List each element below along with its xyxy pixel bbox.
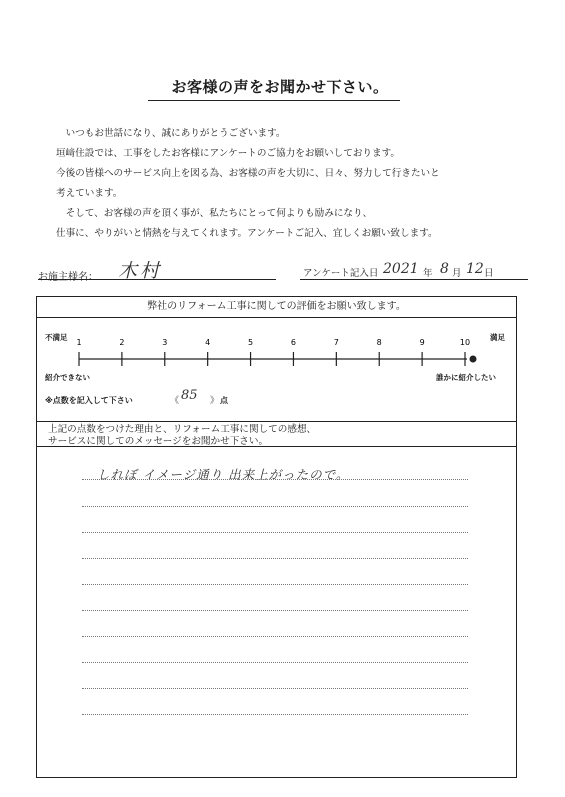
- comment-ruled-line: [82, 610, 468, 611]
- scale-tick-label: 10: [459, 338, 471, 347]
- reason-header-line: 上記の点数をつけた理由と、リフォーム工事に関しての感想、: [48, 424, 317, 435]
- intro-line: 垣﨑住設では、工事をしたお客様にアンケートのご協力をお願いしております。: [56, 148, 401, 159]
- comment-ruled-line: [82, 688, 468, 689]
- date-label: アンケート記入日: [303, 268, 379, 279]
- scale-tick-label: 4: [205, 338, 211, 347]
- intro-line: 仕事に、やりがいと情熱を与えてくれます。アンケートご記入、宜しくお願い致します。: [56, 228, 438, 239]
- scale-label-want-recommend: 誰かに紹介したい: [436, 373, 496, 382]
- intro-line: そして、お客様の声を頂く事が、私たちにとって何よりも励みになり、: [56, 208, 373, 219]
- score-instruction: ※点数を記入して下さい: [45, 396, 133, 405]
- date-day-field[interactable]: 12: [466, 261, 484, 277]
- comment-text[interactable]: しれぼ イメージ通り 出来上がったので。: [97, 467, 350, 482]
- scale-label-satisfied: 満足: [490, 333, 505, 342]
- day-unit: 日: [484, 268, 494, 279]
- date-underline: [300, 279, 528, 280]
- comment-ruled-line: [82, 714, 468, 715]
- scale-tick-label: 8: [376, 338, 382, 347]
- intro-text: [56, 124, 526, 244]
- rating-scale: [37, 319, 516, 409]
- scale-tick-label: 5: [248, 338, 254, 347]
- scale-end-dot: [470, 356, 477, 363]
- scale-label-cannot-recommend: 紹介できない: [45, 373, 90, 382]
- comment-ruled-line: [82, 662, 468, 663]
- date-year-field[interactable]: 2021: [383, 261, 419, 277]
- scale-tick-label: 7: [333, 338, 339, 347]
- reason-header: [37, 421, 516, 447]
- scale-tick-label: 6: [290, 338, 296, 347]
- score-bracket-close: 》: [210, 396, 220, 406]
- scale-tick-label: 3: [162, 338, 168, 347]
- evaluation-box: [36, 296, 517, 778]
- score-bracket-open: 《: [170, 396, 180, 406]
- comment-ruled-line: [82, 506, 468, 507]
- scale-tick-label: 9: [419, 338, 425, 347]
- owner-underline: [38, 279, 276, 280]
- intro-line: 今後の皆様へのサービス向上を図る為、お客様の声を大切に、日々、努力して行きたいと: [56, 168, 440, 179]
- intro-line: 考えています。: [56, 188, 123, 199]
- owner-label: お施主様名：: [38, 272, 98, 283]
- comment-ruled-line: [82, 479, 468, 480]
- comment-ruled-line: [82, 584, 468, 585]
- evaluation-header: 弊社のリフォーム工事に関しての評価をお願い致します。: [37, 297, 516, 318]
- date-month-field[interactable]: 8: [440, 261, 449, 277]
- comment-ruled-line: [82, 636, 468, 637]
- owner-name-field[interactable]: 木村: [118, 260, 163, 282]
- month-unit: 月: [452, 268, 462, 279]
- title-underline: [148, 100, 400, 101]
- intro-line: いつもお世話になり、誠にありがとうございます。: [56, 128, 286, 139]
- scale-tick-label: 2: [119, 338, 125, 347]
- reason-header-line: サービスに関してのメッセージをお聞かせ下さい。: [48, 436, 269, 447]
- scale-tick-label: 1: [76, 338, 82, 347]
- comment-ruled-line: [82, 558, 468, 559]
- comment-ruled-line: [82, 532, 468, 533]
- scale-label-dissatisfied: 不満足: [45, 333, 68, 342]
- score-input[interactable]: 85: [181, 388, 198, 403]
- page-title: お客様の声をお聞かせ下さい。: [171, 78, 389, 96]
- score-unit: 点: [220, 396, 228, 405]
- year-unit: 年: [423, 268, 433, 279]
